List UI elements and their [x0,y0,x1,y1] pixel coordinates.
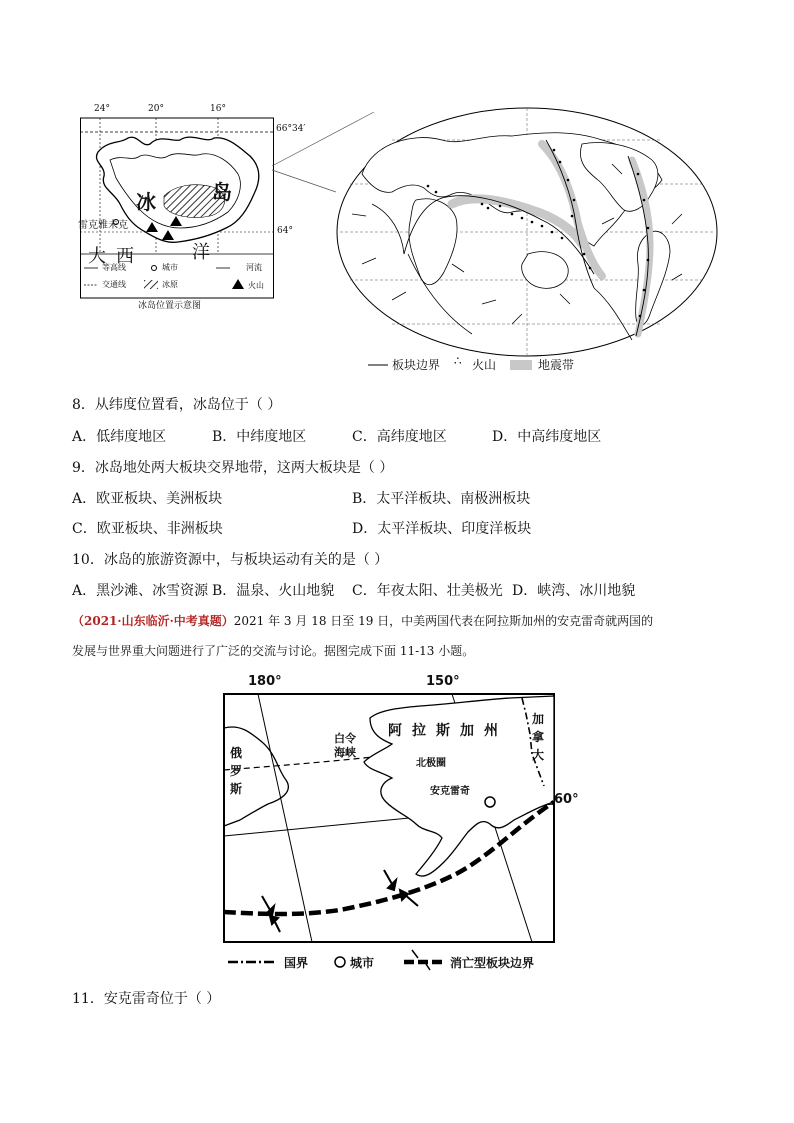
legend-item: 等高线 [102,263,126,272]
q8-option-c[interactable]: C．高纬度地区 [352,429,447,445]
city-label: 雷克雅未克 [78,220,128,231]
passage-source: （2021·山东临沂·中考真题） [72,614,234,628]
legend-item: 火山 [248,281,264,290]
q10-option-d[interactable]: D．峡湾、冰川地貌 [512,583,636,599]
lon-label: 24° [94,104,110,114]
label-alaska: 阿拉斯加州 [388,723,508,739]
legend-item: 河流 [246,263,262,272]
ocean-label: 洋 [192,242,210,263]
legend-city: 城市 [350,956,375,970]
legend-item: 板块边界 [392,358,441,372]
lon-label-180: 180° [248,674,282,689]
passage-text: 2021 年 3 月 18 日至 19 日，中美两国代表在阿拉斯加州的安克雷奇就两国的 [233,614,654,628]
passage-line-2: 发展与世界重大问题进行了广泛的交流与讨论。据图完成下面 11-13 小题。 [72,644,475,658]
island-label: 冰 [136,190,156,214]
ocean-label: 大 [88,246,106,267]
q9-option-b[interactable]: B．太平洋板块、南极洲板块 [352,491,531,507]
question-9-stem: 9．冰岛地处两大板块交界地带，这两大板块是（ ） [72,460,394,476]
island-label: 岛 [212,180,232,204]
lon-label-150: 150° [426,674,460,689]
q9-option-a[interactable]: A．欧亚板块、美洲板块 [72,491,223,507]
lon-label: 16° [210,104,226,114]
label-bering-strait: 白令海峡 [334,732,356,759]
passage-line-1 [72,612,653,629]
q8-option-a[interactable]: A．低纬度地区 [72,429,167,445]
q9-option-d[interactable]: D．太平洋板块、印度洋板块 [352,521,532,537]
ocean-label: 西 [116,246,134,267]
q10-option-c[interactable]: C．年夜太阳、壮美极光 [352,583,503,599]
q10-option-a[interactable]: A．黑沙滩、冰雪资源 [72,583,209,599]
legend-subduction: 消亡型板块边界 [450,956,535,970]
legend-item: 地震带 [538,358,575,372]
lat-label-60: 60° [554,792,579,807]
question-8-stem: 8．从纬度位置看，冰岛位于（ ） [72,397,282,413]
legend-item: 交通线 [102,280,126,289]
label-anchorage: 安克雷奇 [430,786,470,797]
legend-item: 火山 [472,358,497,372]
legend-border: 国界 [284,956,309,970]
quake-legend-icon [510,360,532,370]
map-caption: 冰岛位置示意图 [138,301,202,311]
q10-option-b[interactable]: B．温泉、火山地貌 [212,583,335,599]
city-icon-anchorage [485,797,495,807]
world-map-svg [332,104,722,376]
question-11-stem: 11．安克雷奇位于（ ） [72,991,221,1007]
iceland-inset-map [78,104,306,314]
lat-label: 64° [277,226,293,236]
q9-option-c[interactable]: C．欧亚板块、非洲板块 [72,521,223,537]
alaska-map [220,674,580,974]
q8-option-b[interactable]: B．中纬度地区 [212,429,307,445]
lat-label: 66°34′ [276,124,306,134]
lon-label: 20° [148,104,164,114]
question-10-stem: 10．冰岛的旅游资源中，与板块运动有关的是（ ） [72,552,389,568]
volcano-legend-icon: ∴ [454,354,462,368]
legend-item: 冰原 [162,280,178,289]
legend-item: 城市 [162,263,178,272]
boundary-legend-icon [368,358,388,372]
world-plate-map [332,104,722,376]
label-canada: 加拿大 [532,712,545,762]
label-arctic-circle: 北极圈 [416,758,446,769]
alaska-map-svg [220,674,580,974]
label-russia: 俄罗斯 [230,746,243,796]
q8-option-d[interactable]: D．中高纬度地区 [492,429,602,445]
